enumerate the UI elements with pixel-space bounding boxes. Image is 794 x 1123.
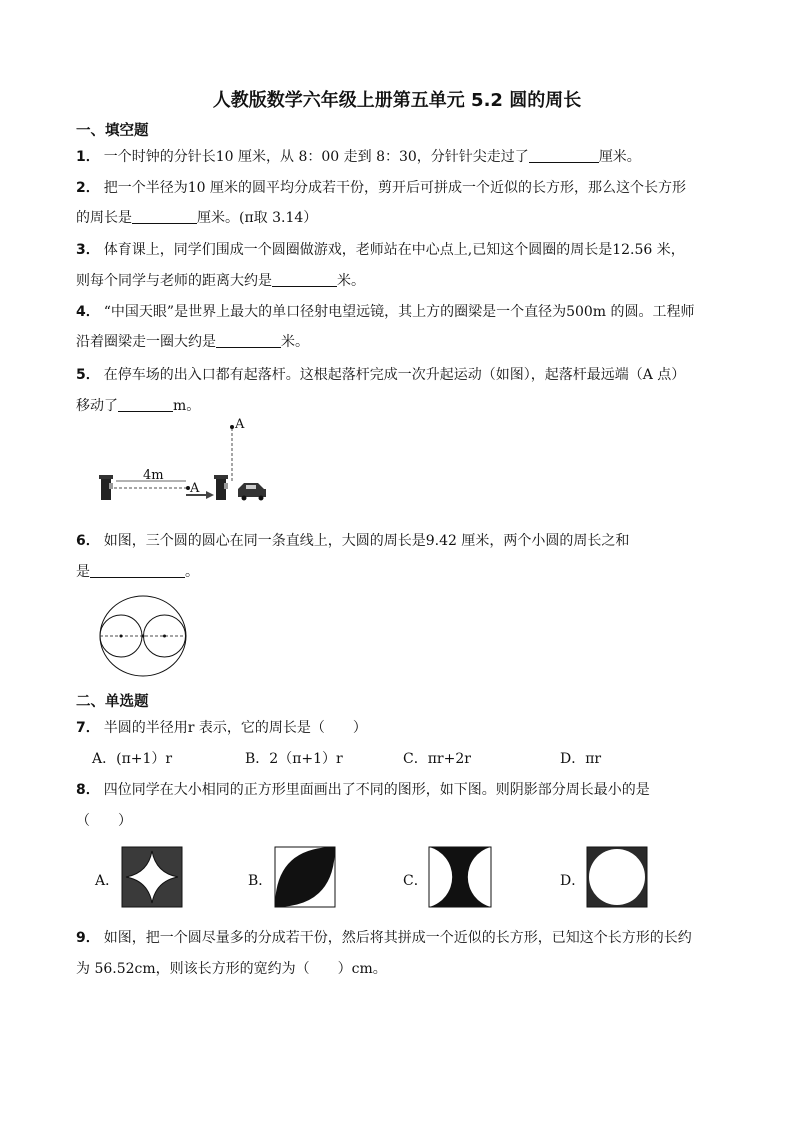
question-text-end: 厘米。	[598, 149, 641, 165]
question-text: 是	[76, 564, 90, 580]
question-5-line-2	[76, 395, 200, 415]
question-2-line-1	[76, 177, 686, 197]
question-text: 为 56.52cm，则该长方形的宽约为（ ）cm。	[76, 961, 387, 977]
answer-blank[interactable]	[118, 397, 173, 412]
question-text-end: 米。	[281, 334, 309, 350]
question-text: 沿着圈梁走一圈大约是	[76, 334, 216, 350]
option-d-figure[interactable]	[587, 847, 647, 907]
three-circles-figure	[98, 594, 188, 680]
answer-blank[interactable]	[216, 333, 281, 348]
option-d-label[interactable]: D．	[560, 873, 586, 889]
question-4-line-2	[76, 331, 309, 351]
option-b[interactable]: B．2（π+1）r	[245, 751, 343, 767]
question-text-end: m。	[173, 398, 201, 414]
answer-blank[interactable]	[529, 148, 599, 163]
question-text: 把一个半径为10 厘米的圆平均分成若干份，剪开后可拼成一个近似的长方形，那么这个长方形	[103, 180, 687, 196]
option-a-label[interactable]: A．	[95, 873, 120, 889]
question-5-line-1	[76, 364, 685, 384]
question-number: 2．	[76, 180, 100, 196]
option-c-figure[interactable]	[429, 847, 491, 907]
question-number: 9．	[76, 930, 100, 946]
question-3-line-2	[76, 270, 365, 290]
question-text: 如图，三个圆的圆心在同一条直线上，大圆的周长是9.42 厘米，两个小圆的周长之和	[103, 533, 630, 549]
option-c-label[interactable]: C．	[403, 873, 428, 889]
question-text: 半圆的半径用r 表示，它的周长是（ ）	[103, 720, 367, 736]
car-icon	[238, 483, 266, 501]
question-text-end: 米。	[337, 273, 365, 289]
answer-blank[interactable]	[272, 272, 337, 287]
length-label: 4m	[143, 468, 164, 483]
question-9-line-2	[76, 958, 387, 978]
option-b-label[interactable]: B．	[248, 873, 273, 889]
section-heading-fill-in: 一、填空题	[76, 123, 149, 139]
question-text-end: 。	[185, 564, 199, 580]
question-number: 7．	[76, 720, 100, 736]
question-number: 8．	[76, 782, 100, 798]
point-a-end	[230, 425, 234, 429]
section-heading-single-choice: 二、单选题	[76, 694, 149, 710]
question-8-line-2	[76, 810, 132, 830]
question-9-line-1	[76, 927, 692, 947]
question-6-line-2	[76, 561, 199, 581]
question-8-line-1	[76, 779, 650, 799]
answer-paren: （ ）	[76, 813, 132, 829]
question-text: 移动了	[76, 398, 118, 414]
option-a[interactable]: A．(π+1）r	[92, 751, 173, 767]
question-text-end: 厘米。(π取 3.14）	[197, 210, 318, 226]
question-number: 1．	[76, 149, 100, 165]
question-text: 在停车场的出入口都有起落杆。这根起落杆完成一次升起运动（如图），起落杆最远端（A 点）	[103, 367, 686, 383]
question-text: 如图，把一个圆尽量多的分成若干份，然后将其拼成一个近似的长方形，已知这个长方形的长约	[103, 930, 692, 946]
question-3-line-1	[76, 239, 685, 259]
question-2-line-2	[76, 207, 317, 227]
question-number: 4．	[76, 304, 100, 320]
question-number: 3．	[76, 242, 100, 258]
question-text: 的周长是	[76, 210, 132, 226]
question-6-line-1	[76, 530, 629, 550]
question-4-line-1	[76, 301, 695, 321]
point-a-label-bottom: A	[190, 481, 200, 496]
question-text: 四位同学在大小相同的正方形里面画出了不同的图形，如下图。则阴影部分周长最小的是	[103, 782, 650, 798]
right-barrier-post	[214, 475, 228, 500]
question-1	[76, 146, 641, 166]
answer-blank[interactable]	[132, 209, 197, 224]
question-7	[76, 717, 367, 737]
point-a-label-top: A	[235, 417, 245, 432]
page-title: 人教版数学六年级上册第五单元 5.2 圆的周长	[212, 90, 582, 111]
option-b-figure[interactable]	[275, 847, 335, 907]
left-barrier-post	[99, 475, 113, 500]
question-text: 则每个同学与老师的距离大约是	[76, 273, 272, 289]
question-text: 体育课上，同学们围成一个圆圈做游戏，老师站在中心点上,已知这个圆圈的周长是12.56 米，	[103, 242, 685, 258]
answer-blank[interactable]	[90, 563, 185, 578]
option-a-figure[interactable]	[122, 847, 182, 907]
question-text: 一个时钟的分针长10 厘米，从 8：00 走到 8：30，分针针尖走过了	[103, 149, 529, 165]
question-number: 6．	[76, 533, 100, 549]
option-c[interactable]: C．πr+2r	[403, 751, 471, 767]
option-d[interactable]: D．πr	[560, 751, 602, 767]
question-text: “中国天眼”是世界上最大的单口径射电望远镜，其上方的圈梁是一个直径为500m 的圆。工程师	[103, 304, 695, 320]
question-number: 5．	[76, 367, 100, 383]
